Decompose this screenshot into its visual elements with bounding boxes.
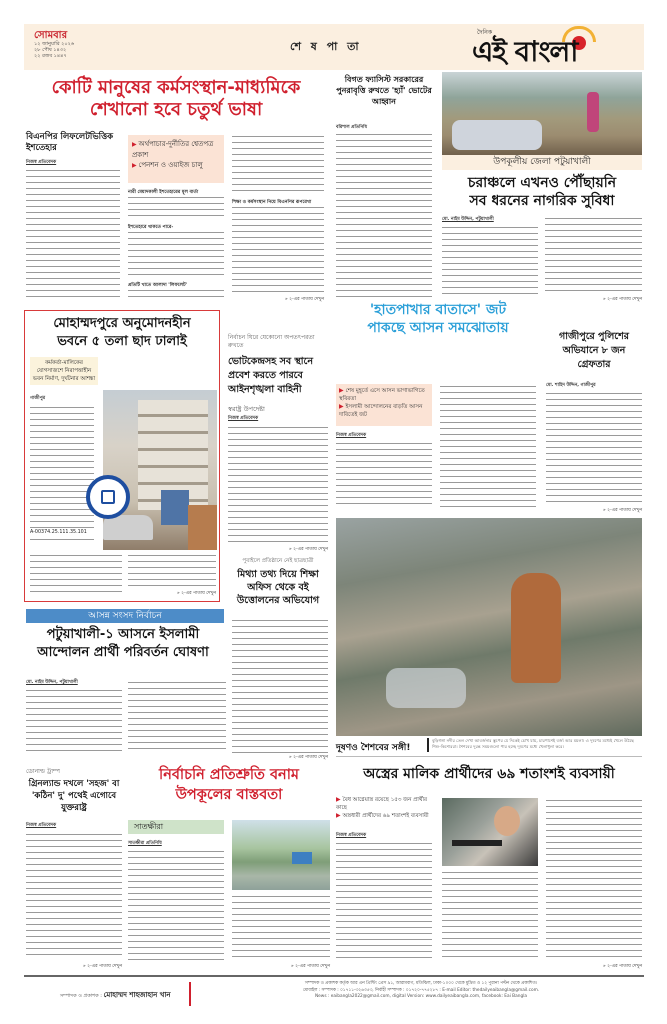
mohammadpur-body-col3	[128, 553, 216, 589]
edu-body	[232, 618, 328, 754]
char-headline[interactable]	[442, 174, 642, 210]
mohammadpur-body-col2	[30, 553, 122, 597]
patuakhali-headline-line2: আন্দোলন প্রার্থী পরিবর্তন ঘোষণা	[37, 645, 209, 660]
char-headline-line2: সব ধরনের নাগরিক সুবিধা	[469, 193, 615, 209]
lead-body-col2a	[128, 195, 224, 221]
side-story-body	[336, 132, 432, 300]
lead-subheadline: বিএনপির লিফলেটভিত্তিক ইশতেহার	[26, 132, 114, 153]
boat-nets	[452, 120, 542, 150]
lead-headline-line1: কোটি মানুষের কর্মসংস্থান-মাধ্যমিকে	[51, 77, 301, 98]
footer-editor	[60, 989, 171, 1001]
edu-kicker: পুবাইলে প্রতিষ্ঠানে নেই ছাত্রছাত্রী	[242, 558, 314, 564]
lead-body-col3b	[232, 205, 324, 295]
coastal-continue-link[interactable]: » ২-এর পাতায় দেখুন	[290, 964, 330, 969]
lead-bullet: ▶ অর্থপাচার-দুর্নীতির শ্বেতপত্র প্রকাশ	[132, 139, 220, 160]
river-boat-photo	[442, 72, 642, 157]
mohammadpur-kicker: কর্মকর্তা-মালিকের যোগসাজশে নিরাপত্তাহীন ভবন নির্মাণ, দুর্ঘটনার আশঙ্কা	[30, 357, 98, 385]
brick-stack	[188, 505, 217, 550]
imprint-line-2: মোবাইল : সম্পাদক : ০১৭১১-৩২৬৩৫৩, নির্বাহী সম্পাদক : ০১৭২০-৭৭৫২৮৭ : E-mail Editor: thedailyeaibangla@gmail.com.	[302, 987, 540, 993]
vote-continue-link[interactable]: » ২-এর পাতায় দেখুন	[288, 547, 328, 552]
arms-bullet: ▶ অস্ত্রধারী প্রার্থীদের ৬৯ শতাংশই ব্যবসায়ী	[336, 812, 436, 820]
lead-subhead: শিক্ষা ও কর্মসংস্থান নিয়ে বিএনপির রূপরেখা	[232, 200, 312, 205]
imprint-line-3: News : eaibangla2022@gmail.com, digital Version: www.dailyeaibangla.com, facebook: Eai Bangla	[314, 994, 528, 999]
lead-body-col2b	[128, 230, 224, 280]
char-continue-link[interactable]: » ২-এর পাতায় দেখুন	[602, 297, 642, 302]
gazipur-headline[interactable]: গাজীপুরে পুলিশের অভিযানে ৮ জন গ্রেফতার	[559, 331, 629, 370]
date-bengali: ২৮ পৌষ ১৪৩২	[34, 47, 67, 53]
vote-body	[228, 425, 328, 545]
hatpakha-headline-line2: পাকছে আসন সমঝোতায়	[367, 320, 509, 336]
lead-body-col2c	[128, 288, 224, 302]
vote-kicker: নির্বাচন ঘিরে যেকোনো অপতৎপরতা রুখতে	[228, 334, 315, 349]
hatpakha-bullets-box	[336, 384, 432, 426]
hatpakha-bullet: ▶ শেষ মুহূর্তে এসে আসন ভাগাভাগিতে স্থবিরতা	[339, 387, 429, 403]
shooting-range-photo	[442, 798, 538, 866]
arms-bullet: ▶ বৈধ আগ্নেয়াস্ত্র রয়েছে ১৫৩ জন প্রার্থীর কাছে	[336, 796, 436, 812]
lead-subhead: প্রতিটি খাতে আলাদা 'লিফলেট'	[128, 283, 187, 288]
char-body-col1	[442, 225, 538, 297]
rajuk-seal-icon	[86, 475, 130, 519]
hut	[292, 852, 312, 864]
coastal-byline: সাতক্ষীরা প্রতিনিধি	[128, 841, 162, 846]
arms-body-col3	[546, 798, 642, 960]
person-head	[494, 806, 520, 836]
arms-byline: নিজস্ব প্রতিবেদক	[336, 833, 367, 838]
hatpakha-bullet: ▶ ইসলামী আন্দোলনের বাড়তি আসন দাবিতেই জট	[339, 403, 429, 419]
edu-headline[interactable]: মিথ্যা তথ্য দিয়ে শিক্ষা অফিস থেকে বই উত্তোলনের অভিযোগ	[236, 569, 320, 606]
coastal-headline-line1: নির্বাচনি প্রতিশ্রুতি বনাম	[159, 767, 299, 783]
date-hijri: ২২ রজব ১৪৪৭	[34, 53, 67, 59]
arms-continue-link[interactable]: » ২-এর পাতায় দেখুন	[602, 964, 642, 969]
lead-headline-line2: শেখানো হবে চতুর্থ ভাষা	[89, 99, 263, 120]
gazipur-byline: মো. শাহিদ উদ্দিন, গাজীপুর	[546, 383, 596, 388]
coastal-body-col2	[232, 894, 330, 960]
lead-bullet: ▶ পেনশন ও ওয়াইজ চালু	[132, 160, 220, 171]
coastal-headline[interactable]	[126, 765, 332, 805]
patuakhali-body-col2	[128, 680, 226, 754]
blue-door	[161, 490, 189, 525]
lead-bullets-box	[128, 135, 224, 183]
mohammadpur-body-col1	[30, 405, 94, 545]
arms-bullets	[336, 796, 436, 820]
patuakhali-byline: মো. নাইম উদ্দিন, পটুয়াখালী	[26, 680, 78, 685]
pollution-photo	[336, 518, 642, 736]
gazipur-continue-link[interactable]: » ২-এর পাতায় দেখুন	[602, 508, 642, 513]
photo-caption: উপকূলীয় জেলা পটুয়াখালী	[442, 155, 642, 170]
side-story-headline[interactable]: বিগত ফ্যাসিস্ট সরকারের পুনরাবৃত্তি রুখতে 'হ্যাঁ' ভোটের আহ্বান	[336, 75, 432, 106]
plastic-waste	[386, 668, 466, 708]
woman-figure	[587, 92, 599, 132]
hatpakha-body-col2	[440, 384, 536, 508]
date-lines	[34, 41, 74, 59]
caption-divider	[427, 738, 429, 752]
logo-daily: দৈনিক	[477, 29, 493, 36]
edu-continue-link[interactable]: » ২-এর পাতায় দেখুন	[288, 755, 328, 760]
mohammadpur-continue-link[interactable]: » ২-এর পাতায় দেখুন	[176, 591, 216, 596]
editor-name: মোহাম্মদ শাহজাহান খান	[103, 991, 171, 999]
hatpakha-headline[interactable]	[334, 301, 542, 337]
coastal-headline-line2: উপকূলের বাস্তবতা	[175, 787, 283, 803]
char-byline: মো. নাইম উদ্দিন, পটুয়াখালী	[442, 217, 494, 222]
section-divider	[336, 756, 642, 757]
lead-body-col3a	[232, 134, 324, 196]
arms-body-col1	[336, 841, 432, 961]
section-title: শে ষ পা তা	[290, 40, 362, 53]
char-body-col2	[545, 216, 642, 296]
lead-subhead: নারী মেয়াদকালী ইশতেহারের মূল বার্তা	[128, 190, 199, 195]
vote-sub: স্বরাষ্ট্র উপদেষ্টা	[228, 405, 265, 413]
footer-imprint	[196, 981, 646, 1001]
trump-byline: নিজস্ব প্রতিবেদক	[26, 823, 57, 828]
side-story-byline: বরিশাল প্রতিনিধি	[336, 125, 367, 130]
pollution-caption: বুড়িগঙ্গা নদীর তেল দেখা আবর্জনার স্তূপের যে দিকেই চোখ যায়, চারপাশেই বর্জ্য আর ময়লা। এ দূষণের মধ্যেই খেলে উঠছে শিশু-কিশোররা। শৈশবের দুরন্ত সময়গুলো পার হচ্ছে দূষণের মধ্যে খেলাধুলা করে।	[432, 738, 634, 749]
hatpakha-headline-line1: 'হাতপাখার বাতাসে' জট	[369, 302, 507, 318]
patuakhali-headline-line1: পটুয়াখালী-১ আসনে ইসলামী	[46, 627, 200, 642]
election-banner: আসন্ন সংসদ নির্বাচন	[26, 609, 224, 623]
arms-body-col2	[442, 870, 538, 962]
pistol	[452, 840, 502, 846]
trump-continue-link[interactable]: » ২-এর পাতায় দেখুন	[82, 964, 122, 969]
trump-headline[interactable]: গ্রিনল্যান্ড দখলে 'সহজ' বা 'কঠিন' দু' পথেই এগোবে যুক্তরাষ্ট্র	[28, 779, 120, 813]
mohammadpur-ref-number: A-00374.25.111.35.101	[30, 530, 96, 535]
imprint-line-1: সম্পাদক ও প্রকাশক কর্তৃক আর এন প্রিন্টিং প্রেস ৯১, আরামবাগ, মতিঝিল, ঢাকা-১০০০ থেকে মুদ্রিত ও ১২ পুরানা পল্টন থেকে প্রকাশিত।	[304, 981, 538, 986]
gazipur-body	[546, 391, 642, 507]
child-figure	[511, 573, 561, 683]
date-gregorian: ১২ জানুয়ারি ২০২৬	[34, 41, 75, 47]
seal-inner	[101, 490, 115, 504]
patuakhali-headline[interactable]	[20, 626, 226, 662]
hatpakha-byline: নিজস্ব প্রতিবেদক	[336, 433, 367, 438]
trump-kicker: ডোনাল্ড ট্রাম্প	[26, 768, 60, 775]
lead-body-col1	[26, 168, 120, 298]
satkhira-banner: সাতক্ষীরা	[128, 820, 224, 834]
vote-headline[interactable]: ভোটকেন্দ্রসহ সব স্থানে প্রবেশ করতে পারবে আইনশৃঙ্খলা বাহিনী	[228, 356, 313, 395]
pollution-title: দূষণও শৈশবের সঙ্গী!	[336, 743, 411, 753]
lead-subhead: ইশতেহারে থাকতে পারে-	[128, 225, 174, 230]
arms-headline[interactable]: অস্ত্রের মালিক প্রার্থীদের ৬৯ শতাংশই ব্যবসায়ী	[363, 766, 615, 782]
mohammadpur-headline-line2: ভবনে ৫ তলা ছাদ ঢালাই	[57, 334, 187, 349]
editor-label: সম্পাদক ও প্রকাশক :	[60, 993, 102, 999]
lead-headline[interactable]	[22, 77, 330, 121]
coastal-photo	[232, 820, 330, 890]
lead-byline: নিজস্ব প্রতিবেদক	[26, 160, 57, 165]
char-headline-line1: চরাঞ্চলে এখনও পৌঁছায়নি	[467, 175, 617, 191]
trump-body	[26, 832, 122, 960]
mohammadpur-headline[interactable]	[26, 315, 218, 351]
newspaper-logo: এই বাংলা	[472, 35, 578, 68]
footer-divider	[189, 982, 191, 1006]
hatpakha-body-col1	[336, 441, 432, 507]
coastal-body-col1	[128, 849, 224, 961]
lead-continue-link[interactable]: » ২-এর পাতায় দেখুন	[284, 297, 324, 302]
mohammadpur-headline-line1: মোহাম্মদপুরে অনুমোদনহীন	[53, 316, 191, 331]
footer-rule	[24, 975, 644, 977]
day-label: সোমবার	[34, 30, 68, 41]
mohammadpur-byline: গাজীপুর	[30, 396, 46, 401]
patuakhali-body-col1	[26, 688, 122, 754]
vote-byline: নিজস্ব প্রতিবেদক	[228, 416, 259, 421]
building-photo	[103, 390, 217, 550]
